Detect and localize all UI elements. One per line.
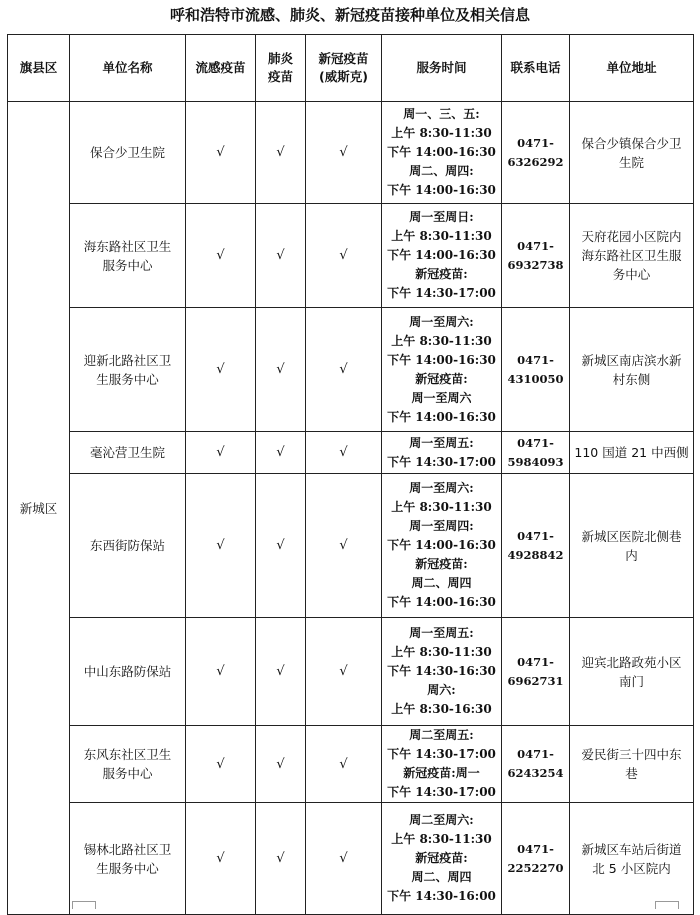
address-cell-line: 南门 [618,673,644,689]
service-hours-cell-line: 周二至周五: [409,728,474,742]
unit-name-cell-line: 服务中心 [102,257,153,273]
phone-cell [502,726,570,803]
unit-name-cell-line: 保合少卫生院 [89,145,165,160]
service-hours-cell-line: 周一至周六: [409,481,474,495]
service-hours-cell-line: 周一至周日: [409,210,474,224]
table-row [8,308,694,432]
phone-cell-line: 0471- [517,747,554,761]
phone-cell-line: 0471- [517,352,554,367]
service-hours-cell-line: 周一至周六 [411,390,472,405]
address-cell-line: 务中心 [612,267,651,282]
pneumonia-check-mark: √ [256,308,306,432]
unit-name-cell-line: 中山东路防保站 [83,664,172,679]
covid-check-mark: √ [306,474,382,618]
edge-mark [72,901,96,909]
phone-cell [502,308,570,432]
header-row [8,35,694,102]
header-phone: 联系电话 [502,35,570,102]
table-row [8,618,694,726]
service-hours-cell-line: 新冠疫苗: [415,851,468,865]
service-hours-cell-line: 上午 8:30-11:30 [391,126,492,140]
address-cell [570,204,694,308]
unit-name-cell [70,432,186,474]
service-hours-cell-line: 周二至周六: [409,813,474,827]
unit-name-cell [70,102,186,204]
service-hours-cell-line: 下午 14:00-16:30 [387,352,496,367]
district-cell: 新城区 [8,102,70,915]
service-hours-cell-line: 上午 8:30-11:30 [391,333,492,348]
service-hours-cell-line: 下午 14:00-16:30 [387,183,496,197]
service-hours-cell-line: 下午 14:00-16:30 [387,538,496,552]
phone-cell-line: 2252270 [507,860,564,875]
unit-name-cell-line: 生服务中心 [96,371,159,387]
address-cell-line: 生院 [618,154,644,170]
address-cell [570,308,694,432]
phone-cell-line: 6326292 [507,154,564,169]
phone-cell-line: 0471- [517,528,554,543]
covid-check-mark: √ [306,726,382,803]
phone-cell-line: 6932738 [507,257,564,272]
page-bottom-edge [0,897,700,909]
service-hours-cell [382,102,502,204]
header-address: 单位地址 [570,35,694,102]
phone-cell-line: 0471- [517,238,554,253]
table-row [8,102,694,204]
unit-name-cell-line: 服务中心 [102,766,153,781]
service-hours-cell [382,432,502,474]
flu-check-mark: √ [186,474,256,618]
service-hours-cell-line: 下午 14:00-16:30 [387,595,496,609]
covid-check-mark: √ [306,432,382,474]
pneumonia-check-mark: √ [256,204,306,308]
address-cell-line: 新城区南店滨水新 [581,352,682,368]
pneumonia-check-mark: √ [256,474,306,618]
covid-check-mark: √ [306,618,382,726]
flu-check-mark: √ [186,204,256,308]
address-cell [570,618,694,726]
service-hours-cell-line: 新冠疫苗:周一 [403,766,480,780]
service-hours-cell-line: 上午 8:30-11:30 [391,500,492,514]
pneumonia-check-mark: √ [256,432,306,474]
phone-cell-line: 4310050 [507,371,564,386]
table-row [8,432,694,474]
phone-cell-line: 0471- [517,841,554,856]
flu-check-mark: √ [186,726,256,803]
address-cell-line: 110 国道 21 中西侧 [574,445,689,460]
phone-cell-line: 5984093 [507,454,564,469]
pneumonia-check-mark: √ [256,726,306,803]
header-service-hours: 服务时间 [382,35,502,102]
edge-mark [655,901,679,909]
address-cell [570,726,694,803]
service-hours-cell-line: 周一、三、五: [403,107,480,121]
unit-name-cell [70,204,186,308]
service-hours-cell-line: 周一至周六: [409,314,474,329]
phone-cell [502,618,570,726]
service-hours-cell [382,204,502,308]
unit-name-cell [70,308,186,432]
unit-name-cell-line: 海东路社区卫生 [83,238,172,254]
service-hours-cell-line: 下午 14:00-16:30 [387,145,496,159]
service-hours-cell-line: 新冠疫苗: [415,267,468,281]
phone-cell [502,102,570,204]
address-cell-line: 保合少镇保合少卫 [581,135,682,151]
service-hours-cell-line: 周一至周四: [409,519,474,533]
service-hours-cell-line: 下午 14:30-16:00 [387,889,496,903]
service-hours-cell-line: 新冠疫苗: [415,557,468,571]
address-cell-line: 新城区车站后街道 [581,841,682,857]
service-hours-cell-line: 下午 14:00-16:30 [387,409,496,424]
service-hours-cell [382,726,502,803]
phone-cell [502,204,570,308]
unit-name-cell-line: 东西街防保站 [89,538,165,553]
address-cell [570,432,694,474]
service-hours-cell [382,308,502,432]
address-cell-line: 村东侧 [612,371,651,387]
address-cell-line: 爱民街三十四中东 [581,747,682,762]
flu-check-mark: √ [186,102,256,204]
vaccination-sites-table [7,34,694,915]
address-cell [570,102,694,204]
flu-check-mark: √ [186,432,256,474]
service-hours-cell-line: 下午 14:30-16:30 [387,664,496,678]
address-cell-line: 天府花园小区院内 [581,229,682,244]
phone-cell-line: 6243254 [507,766,564,780]
header-covid-vaccine: 新冠疫苗 (威斯克) [306,35,382,102]
phone-cell-line: 0471- [517,654,554,669]
phone-cell-line: 0471- [517,435,554,450]
table-row [8,474,694,618]
table-row [8,726,694,803]
header-flu-vaccine: 流感疫苗 [186,35,256,102]
header-unit-name: 单位名称 [70,35,186,102]
unit-name-cell [70,726,186,803]
service-hours-cell-line: 上午 8:30-11:30 [391,229,492,243]
service-hours-cell-line: 周二、周四 [411,576,472,590]
flu-check-mark: √ [186,803,256,915]
address-cell [570,474,694,618]
service-hours-cell-line: 上午 8:30-11:30 [391,832,492,846]
phone-cell-line: 0471- [517,135,554,150]
phone-cell-line: 4928842 [507,547,564,562]
unit-name-cell [70,618,186,726]
service-hours-cell-line: 下午 14:30-17:00 [387,454,496,469]
table-row [8,204,694,308]
flu-check-mark: √ [186,308,256,432]
address-cell-line: 巷 [625,766,638,781]
service-hours-cell [382,618,502,726]
service-hours-cell-line: 上午 8:30-11:30 [391,645,492,659]
service-hours-cell-line: 周一至周五: [409,435,474,450]
service-hours-cell-line: 下午 14:00-16:30 [387,248,496,262]
service-hours-cell-line: 周二、周四 [411,870,472,884]
phone-cell-line: 6962731 [507,673,564,688]
service-hours-cell [382,474,502,618]
service-hours-cell-line: 下午 14:30-17:00 [387,747,496,761]
address-cell-line: 迎宾北路政苑小区 [581,654,682,670]
covid-check-mark: √ [306,102,382,204]
unit-name-cell-line: 东风东社区卫生 [83,747,172,762]
service-hours-cell-line: 下午 14:30-17:00 [387,286,496,300]
service-hours-cell-line: 周六: [427,683,456,697]
service-hours-cell-line: 周一至周五: [409,626,474,640]
unit-name-cell [70,474,186,618]
service-hours-cell-line: 下午 14:30-17:00 [387,785,496,799]
address-cell-line: 新城区医院北侧巷 [581,528,682,544]
page-title: 呼和浩特市流感、肺炎、新冠疫苗接种单位及相关信息 [169,6,530,24]
address-cell-line: 北 5 小区院内 [592,860,671,876]
service-hours-cell-line: 周二、周四: [409,164,474,178]
phone-cell [502,474,570,618]
covid-check-mark: √ [306,803,382,915]
address-cell-line: 海东路社区卫生服 [581,248,682,263]
phone-cell [502,432,570,474]
covid-check-mark: √ [306,204,382,308]
header-pneumonia-vaccine: 肺炎 疫苗 [256,35,306,102]
header-district: 旗县区 [8,35,70,102]
unit-name-cell-line: 锡林北路社区卫 [83,841,172,857]
unit-name-cell-line: 迎新北路社区卫 [83,352,172,368]
service-hours-cell-line: 新冠疫苗: [415,371,468,386]
covid-check-mark: √ [306,308,382,432]
unit-name-cell-line: 毫沁营卫生院 [89,445,165,460]
flu-check-mark: √ [186,618,256,726]
service-hours-cell-line: 上午 8:30-16:30 [391,702,492,716]
address-cell-line: 内 [625,547,638,563]
pneumonia-check-mark: √ [256,102,306,204]
pneumonia-check-mark: √ [256,803,306,915]
pneumonia-check-mark: √ [256,618,306,726]
unit-name-cell-line: 生服务中心 [96,860,159,876]
